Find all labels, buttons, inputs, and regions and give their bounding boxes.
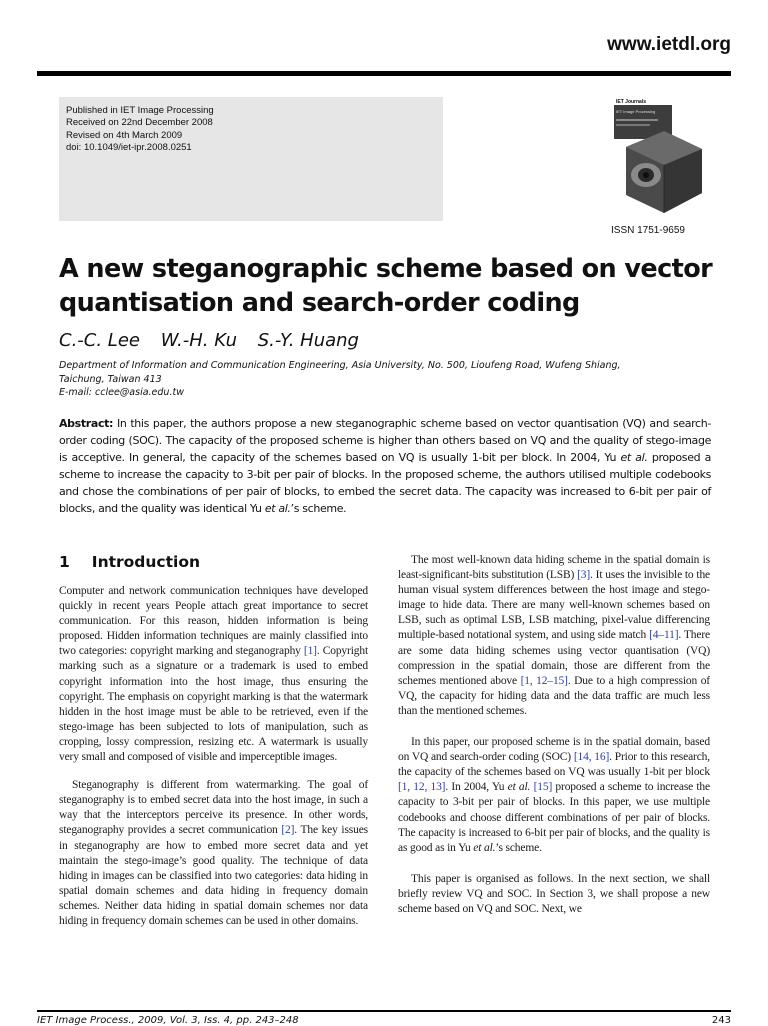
section-number: 1 [59, 553, 70, 571]
page-number: 243 [711, 1015, 731, 1026]
pub-line: Revised on 4th March 2009 [66, 129, 183, 141]
author-name: S.-Y. Huang [257, 330, 359, 351]
citation-link[interactable]: [14, 16] [573, 751, 610, 764]
citation-link[interactable]: [1] [303, 645, 317, 658]
citation-link[interactable]: [2] [281, 824, 295, 837]
abstract-etal: et al. [620, 451, 648, 464]
publication-info-box [59, 97, 443, 221]
abstract-text: proposed a scheme to increase the capacity to 3-bit per pair of blocks. In the proposed scheme, the authors utilised multiple codebooks and chose the combinations of per pair of blocks, to embed the secret data. The capacity was increased to 6-bit per pair of blocks, and the quality was identical Yu [59, 451, 711, 515]
doi-link[interactable]: doi: 10.1049/iet-ipr.2008.0251 [66, 142, 192, 154]
author-name: C.-C. Lee [59, 330, 140, 351]
affiliation-line: Department of Information and Communication Engineering, Asia University, No. 500, Lioufeng Road, Wufeng Shiang, [59, 360, 621, 371]
abstract [59, 415, 711, 517]
email-line [59, 386, 719, 400]
paper-title: A new steganographic scheme based on vector quantisation and search-order coding [59, 254, 713, 318]
paragraph: Computer and network communication techniques have developed quickly in recent years People attach great importance to secret communication. For this reason, hidden information is being proposed. Hidden information techniques are mainly classified into two categories: copyright marking and steganography [1]. Copyright marking such as a signature or a trademark is used to embed copyright information into the host image, thus ensuring the copyright. The emphasis on copyright marking is that the watermark hidden in the host image must be able to be retrieved, even if the stego-image has been subjected to lots of manipulation, such as cropping, lossy compression, resizing etc. A watermark is usually very small and composed of visible and imperceptible images. [59, 585, 368, 764]
abstract-etal: et al. [264, 502, 291, 515]
abstract-text: ’s scheme. [290, 502, 347, 515]
pub-line: Published in IET Image Processing [66, 105, 214, 116]
author-list [59, 330, 374, 351]
citation-link[interactable]: [1, 12–15] [520, 674, 568, 687]
pub-line: Received on 22nd December 2008 [66, 117, 213, 129]
abstract-label: Abstract: [59, 417, 114, 430]
author-name: W.-H. Ku [160, 330, 237, 351]
abstract-text: In this paper, the authors propose a new steganographic scheme based on vector quantisation (VQ) and search-order coding (SOC). The capacity of the proposed scheme is higher than others based on VQ and the quality of stego-image is acceptive. In general, the capacity of the schemes based on VQ is usually 1-bit per block. In 2004, Yu [59, 417, 711, 464]
top-rule [37, 71, 731, 76]
section-title: Introduction [91, 553, 201, 571]
body-column-right [398, 553, 710, 917]
issn: ISSN 1751-9659 [611, 225, 685, 236]
citation-link[interactable]: [15] [533, 781, 553, 794]
cover-journal-name: IET Image Processing [616, 109, 656, 114]
paragraph: The most well-known data hiding scheme in the spatial domain is least-significant-bits substitution (LSB) [3]. It uses the invisible to the human visual system differences between the host image and stego-image to hide data. There are many well-known schemes based on LSB, such as optimal LSB, LSB matching, pixel-value differencing multiple-based notational system, and using side match [4–11]. There are some data hiding schemes using vector quantisation (VQ) compression in the spatial domain, those are different from the schemes mentioned above [1, 12–15]. Due to a high compression of VQ, the capacity for hiding data and the data traffic are much less than the mentioned schemes. [398, 554, 710, 717]
paragraph: Steganography is different from watermarking. The goal of steganography is to embed secret data into the host image, in such a way that the interceptors perceive its presence. In other words, steganography provides a secret communication [2]. The key issues in steganography are how to embed more secret data and yet maintain the stego-image’s good quality. The technique of data hiding in images can be classified into two categories: data hiding in spatial domain schemes and data hiding in frequency domain schemes. Neither data hiding in spatial domain schemes nor data hiding in frequency domain schemes can be used in other domains. [59, 779, 368, 927]
affiliation [59, 359, 719, 400]
footer-citation: IET Image Process., 2009, Vol. 3, Iss. 4, pp. 243–248 [37, 1015, 299, 1026]
site-url[interactable]: www.ietdl.org [607, 34, 731, 55]
affiliation-line: Taichung, Taiwan 413 [59, 373, 162, 385]
section-heading [59, 553, 200, 571]
cover-brand: IET Journals [616, 99, 647, 105]
paragraph: In this paper, our proposed scheme is in the spatial domain, based on VQ and search-order coding (SOC) [14, 16]. Prior to this research, the capacity of the schemes based on VQ was usually 1-bit per block [1, 12, 13]. In 2004, Yu et al. [15] proposed a scheme to increase the capacity to 3-bit per pair of blocks. In this paper, we use multiple codebooks and choose different combinations of per pair of blocks. The capacity is increased to 6-bit per pair of blocks, and the quality is as good as in Yu et al.’s scheme. [398, 736, 710, 854]
email-label: E-mail: [59, 387, 92, 399]
journal-cover-image [612, 97, 704, 215]
citation-link[interactable]: [4–11] [649, 629, 679, 642]
email-link[interactable]: cclee@asia.edu.tw [95, 387, 184, 399]
citation-link[interactable]: [1, 12, 13] [398, 781, 446, 794]
paragraph: This paper is organised as follows. In the next section, we shall briefly review VQ and SOC. In Section 3, we shall propose a new scheme based on VQ and SOC. Next, we [398, 872, 710, 915]
bottom-rule [37, 1010, 731, 1012]
citation-link[interactable]: [3] [577, 569, 591, 582]
body-column-left [59, 584, 368, 929]
